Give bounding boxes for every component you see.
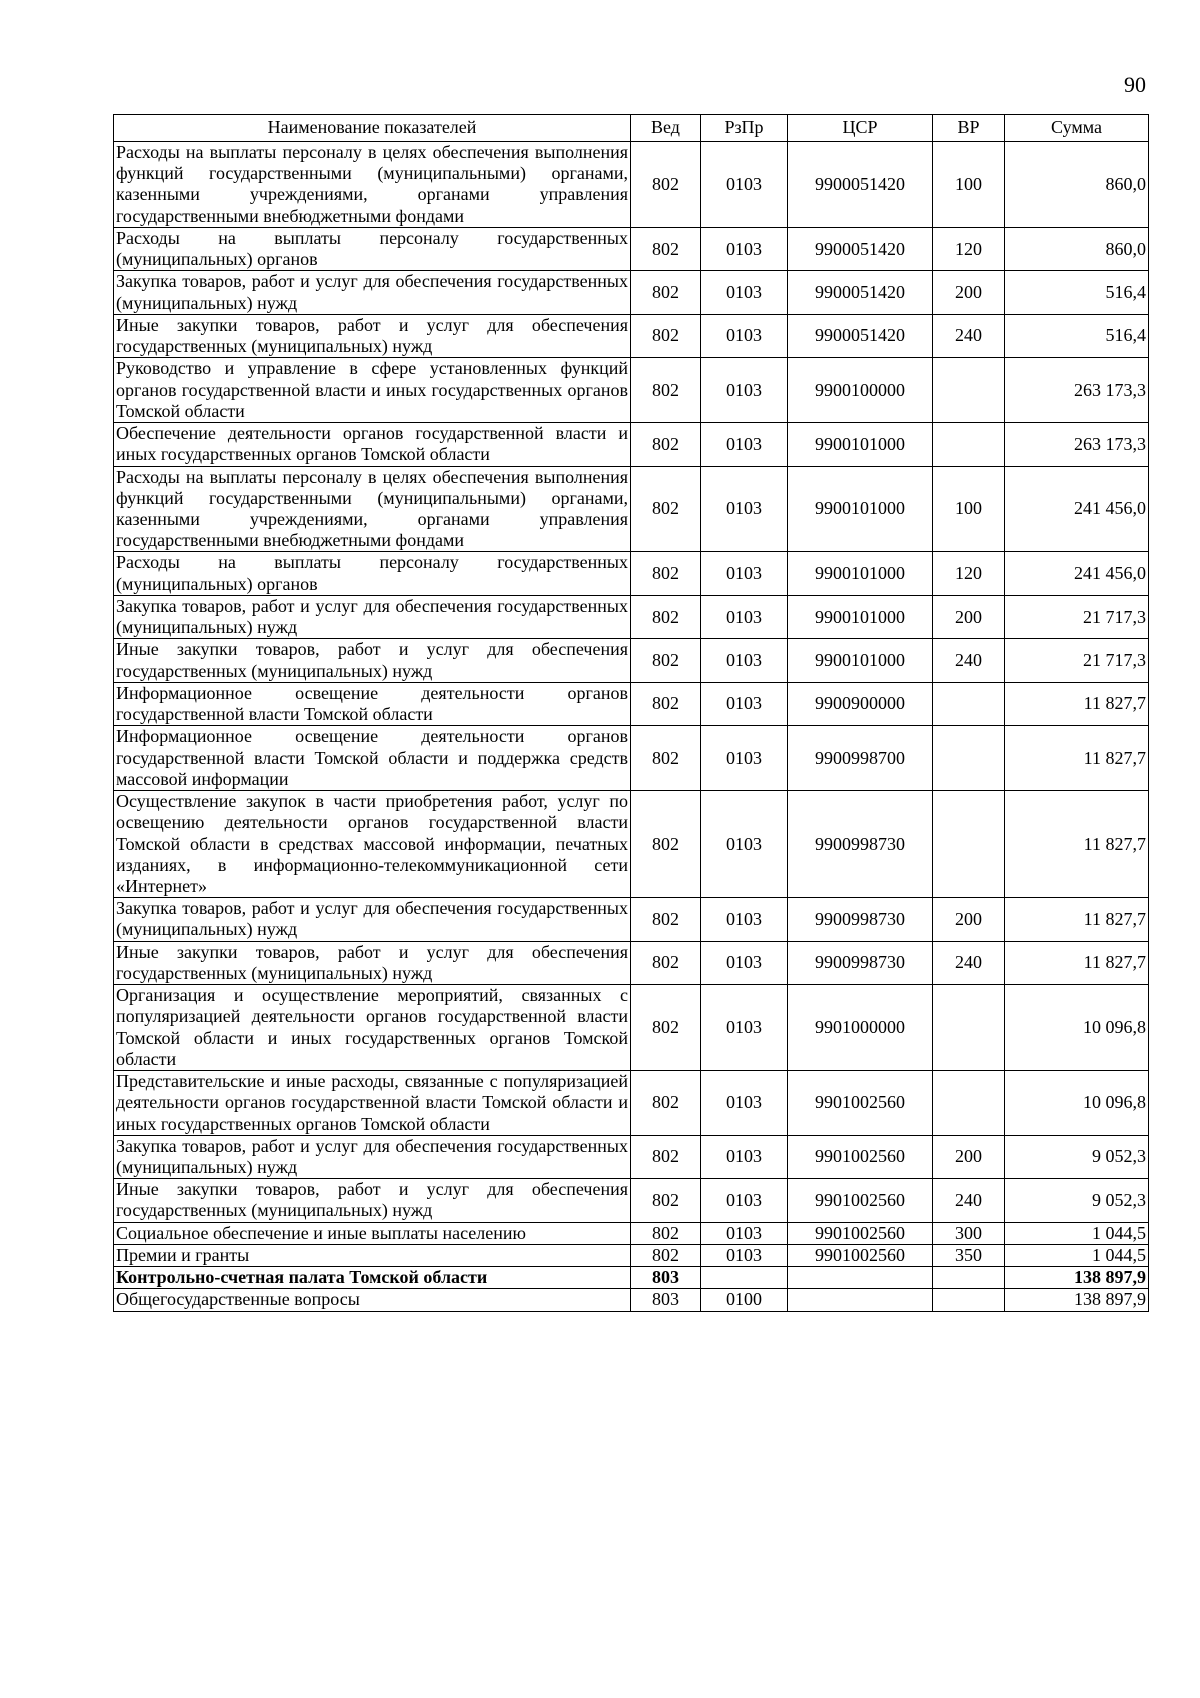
cell-name: Расходы на выплаты персоналу государственных (муниципальных) органов — [114, 552, 631, 595]
cell-name: Руководство и управление в сфере установленных функций органов государственной власти и иных государственных органов Томской области — [114, 358, 631, 423]
cell-sum: 138 897,9 — [1005, 1267, 1149, 1289]
cell-csr: 9900998730 — [788, 898, 933, 941]
cell-sum: 11 827,7 — [1005, 941, 1149, 984]
table-row — [114, 1222, 1149, 1244]
cell-rzpr: 0103 — [701, 985, 788, 1071]
cell-name: Закупка товаров, работ и услуг для обеспечения государственных (муниципальных) нужд — [114, 1135, 631, 1178]
cell-sum: 21 717,3 — [1005, 595, 1149, 638]
table-header-row — [114, 115, 1149, 142]
cell-rzpr: 0103 — [701, 595, 788, 638]
cell-sum: 516,4 — [1005, 314, 1149, 357]
cell-vr: 240 — [933, 314, 1005, 357]
cell-name: Иные закупки товаров, работ и услуг для обеспечения государственных (муниципальных) нужд — [114, 1179, 631, 1222]
cell-name: Расходы на выплаты персоналу государственных (муниципальных) органов — [114, 227, 631, 270]
cell-ved: 802 — [631, 682, 701, 725]
cell-ved: 802 — [631, 1071, 701, 1136]
cell-ved: 802 — [631, 227, 701, 270]
cell-vr: 100 — [933, 466, 1005, 552]
cell-name: Информационное освещение деятельности органов государственной власти Томской области и поддержка средств массовой информации — [114, 726, 631, 791]
cell-name: Закупка товаров, работ и услуг для обеспечения государственных (муниципальных) нужд — [114, 595, 631, 638]
table-row — [114, 314, 1149, 357]
cell-vr — [933, 358, 1005, 423]
header-sum: Сумма — [1005, 115, 1149, 142]
cell-vr: 240 — [933, 941, 1005, 984]
cell-ved: 802 — [631, 423, 701, 466]
cell-ved: 802 — [631, 595, 701, 638]
cell-sum: 860,0 — [1005, 227, 1149, 270]
cell-rzpr: 0103 — [701, 726, 788, 791]
table-row — [114, 1244, 1149, 1266]
cell-csr: 9900101000 — [788, 423, 933, 466]
cell-sum: 263 173,3 — [1005, 358, 1149, 423]
cell-rzpr — [701, 1267, 788, 1289]
cell-csr: 9900998730 — [788, 941, 933, 984]
table-row — [114, 423, 1149, 466]
table-row — [114, 271, 1149, 314]
cell-rzpr: 0103 — [701, 552, 788, 595]
cell-name: Иные закупки товаров, работ и услуг для обеспечения государственных (муниципальных) нужд — [114, 941, 631, 984]
cell-name: Осуществление закупок в части приобретения работ, услуг по освещению деятельности органов государственной власти Томской области в средствах массовой информации, печатных изданиях, в информационно-телекоммуникационной сети «Интернет» — [114, 791, 631, 898]
cell-ved: 802 — [631, 1179, 701, 1222]
table-row — [114, 639, 1149, 682]
cell-sum: 1 044,5 — [1005, 1222, 1149, 1244]
cell-csr: 9900101000 — [788, 466, 933, 552]
cell-name: Организация и осуществление мероприятий, связанных с популяризацией деятельности органов государственной власти Томской области и иных государственных органов Томской области — [114, 985, 631, 1071]
cell-csr: 9900101000 — [788, 595, 933, 638]
cell-name: Иные закупки товаров, работ и услуг для обеспечения государственных (муниципальных) нужд — [114, 314, 631, 357]
table-row — [114, 595, 1149, 638]
cell-sum: 10 096,8 — [1005, 985, 1149, 1071]
cell-ved: 802 — [631, 1135, 701, 1178]
cell-ved: 802 — [631, 639, 701, 682]
table-row — [114, 358, 1149, 423]
cell-sum: 10 096,8 — [1005, 1071, 1149, 1136]
cell-sum: 11 827,7 — [1005, 726, 1149, 791]
header-vr: ВР — [933, 115, 1005, 142]
cell-name: Расходы на выплаты персоналу в целях обеспечения выполнения функций государственными (муниципальными) органами, казенными учреждениями, органами управления государственными внебюджетными фондами — [114, 466, 631, 552]
cell-rzpr: 0103 — [701, 314, 788, 357]
table-row — [114, 227, 1149, 270]
cell-csr: 9900900000 — [788, 682, 933, 725]
cell-vr: 300 — [933, 1222, 1005, 1244]
cell-name: Премии и гранты — [114, 1244, 631, 1266]
cell-ved: 802 — [631, 1244, 701, 1266]
cell-csr: 9900101000 — [788, 552, 933, 595]
cell-sum: 516,4 — [1005, 271, 1149, 314]
cell-name: Контрольно-счетная палата Томской области — [114, 1267, 631, 1289]
cell-vr: 350 — [933, 1244, 1005, 1266]
cell-vr — [933, 1289, 1005, 1311]
header-ved: Вед — [631, 115, 701, 142]
cell-ved: 802 — [631, 271, 701, 314]
cell-name: Закупка товаров, работ и услуг для обеспечения государственных (муниципальных) нужд — [114, 898, 631, 941]
cell-vr — [933, 726, 1005, 791]
cell-rzpr: 0103 — [701, 898, 788, 941]
cell-name: Социальное обеспечение и иные выплаты населению — [114, 1222, 631, 1244]
cell-ved: 802 — [631, 985, 701, 1071]
header-rzpr: РзПр — [701, 115, 788, 142]
cell-sum: 241 456,0 — [1005, 552, 1149, 595]
cell-sum: 1 044,5 — [1005, 1244, 1149, 1266]
cell-rzpr: 0103 — [701, 1135, 788, 1178]
cell-vr: 200 — [933, 898, 1005, 941]
cell-rzpr: 0103 — [701, 941, 788, 984]
cell-name: Иные закупки товаров, работ и услуг для обеспечения государственных (муниципальных) нужд — [114, 639, 631, 682]
cell-vr — [933, 985, 1005, 1071]
cell-rzpr: 0103 — [701, 1179, 788, 1222]
table-row — [114, 1135, 1149, 1178]
table-row — [114, 466, 1149, 552]
cell-rzpr: 0103 — [701, 791, 788, 898]
cell-ved: 802 — [631, 552, 701, 595]
cell-ved: 803 — [631, 1267, 701, 1289]
cell-csr: 9900998730 — [788, 791, 933, 898]
cell-ved: 802 — [631, 142, 701, 228]
cell-sum: 11 827,7 — [1005, 898, 1149, 941]
table-row — [114, 1289, 1149, 1311]
table-row — [114, 726, 1149, 791]
cell-rzpr: 0103 — [701, 423, 788, 466]
table-row — [114, 941, 1149, 984]
cell-csr: 9901002560 — [788, 1179, 933, 1222]
cell-rzpr: 0103 — [701, 1244, 788, 1266]
cell-vr — [933, 423, 1005, 466]
cell-vr: 120 — [933, 552, 1005, 595]
cell-name: Информационное освещение деятельности органов государственной власти Томской области — [114, 682, 631, 725]
cell-vr: 120 — [933, 227, 1005, 270]
cell-csr: 9900051420 — [788, 227, 933, 270]
cell-csr: 9900051420 — [788, 314, 933, 357]
cell-ved: 802 — [631, 791, 701, 898]
table-row — [114, 1071, 1149, 1136]
cell-csr: 9901002560 — [788, 1135, 933, 1178]
cell-rzpr: 0103 — [701, 271, 788, 314]
cell-csr: 9900051420 — [788, 142, 933, 228]
table-row — [114, 791, 1149, 898]
cell-csr: 9900100000 — [788, 358, 933, 423]
cell-rzpr: 0103 — [701, 227, 788, 270]
header-csr: ЦСР — [788, 115, 933, 142]
cell-name: Расходы на выплаты персоналу в целях обеспечения выполнения функций государственными (муниципальными) органами, казенными учреждениями, органами управления государственными внебюджетными фондами — [114, 142, 631, 228]
cell-vr — [933, 1267, 1005, 1289]
cell-sum: 263 173,3 — [1005, 423, 1149, 466]
cell-vr: 200 — [933, 1135, 1005, 1178]
cell-vr: 200 — [933, 595, 1005, 638]
cell-ved: 802 — [631, 1222, 701, 1244]
cell-ved: 802 — [631, 898, 701, 941]
cell-rzpr: 0103 — [701, 682, 788, 725]
cell-name: Представительские и иные расходы, связанные с популяризацией деятельности органов государственной власти Томской области и иных государственных органов Томской области — [114, 1071, 631, 1136]
cell-rzpr: 0103 — [701, 466, 788, 552]
cell-ved: 802 — [631, 726, 701, 791]
table-body — [114, 142, 1149, 1312]
cell-csr: 9901000000 — [788, 985, 933, 1071]
cell-csr: 9901002560 — [788, 1222, 933, 1244]
cell-rzpr: 0103 — [701, 1222, 788, 1244]
table-row — [114, 552, 1149, 595]
budget-table — [113, 114, 1149, 1312]
cell-sum: 9 052,3 — [1005, 1135, 1149, 1178]
table-row — [114, 898, 1149, 941]
cell-rzpr: 0103 — [701, 358, 788, 423]
cell-csr: 9901002560 — [788, 1244, 933, 1266]
cell-rzpr: 0103 — [701, 142, 788, 228]
cell-csr: 9900998700 — [788, 726, 933, 791]
cell-rzpr: 0103 — [701, 639, 788, 682]
cell-csr — [788, 1289, 933, 1311]
cell-vr: 100 — [933, 142, 1005, 228]
cell-sum: 860,0 — [1005, 142, 1149, 228]
cell-ved: 802 — [631, 358, 701, 423]
cell-ved: 803 — [631, 1289, 701, 1311]
cell-ved: 802 — [631, 466, 701, 552]
table-row — [114, 1267, 1149, 1289]
cell-vr — [933, 682, 1005, 725]
cell-csr: 9901002560 — [788, 1071, 933, 1136]
cell-sum: 241 456,0 — [1005, 466, 1149, 552]
table-row — [114, 1179, 1149, 1222]
cell-name: Закупка товаров, работ и услуг для обеспечения государственных (муниципальных) нужд — [114, 271, 631, 314]
cell-name: Общегосударственные вопросы — [114, 1289, 631, 1311]
cell-sum: 138 897,9 — [1005, 1289, 1149, 1311]
cell-ved: 802 — [631, 314, 701, 357]
cell-rzpr: 0100 — [701, 1289, 788, 1311]
cell-sum: 11 827,7 — [1005, 791, 1149, 898]
cell-vr: 240 — [933, 1179, 1005, 1222]
cell-csr: 9900101000 — [788, 639, 933, 682]
table-row — [114, 682, 1149, 725]
cell-vr — [933, 1071, 1005, 1136]
table-row — [114, 142, 1149, 228]
cell-sum: 21 717,3 — [1005, 639, 1149, 682]
table-row — [114, 985, 1149, 1071]
cell-sum: 11 827,7 — [1005, 682, 1149, 725]
cell-vr: 240 — [933, 639, 1005, 682]
page-number: 90 — [1124, 72, 1146, 97]
cell-rzpr: 0103 — [701, 1071, 788, 1136]
cell-sum: 9 052,3 — [1005, 1179, 1149, 1222]
cell-vr — [933, 791, 1005, 898]
header-name: Наименование показателей — [114, 115, 631, 142]
cell-csr: 9900051420 — [788, 271, 933, 314]
cell-ved: 802 — [631, 941, 701, 984]
cell-vr: 200 — [933, 271, 1005, 314]
cell-csr — [788, 1267, 933, 1289]
cell-name: Обеспечение деятельности органов государственной власти и иных государственных органов Томской области — [114, 423, 631, 466]
